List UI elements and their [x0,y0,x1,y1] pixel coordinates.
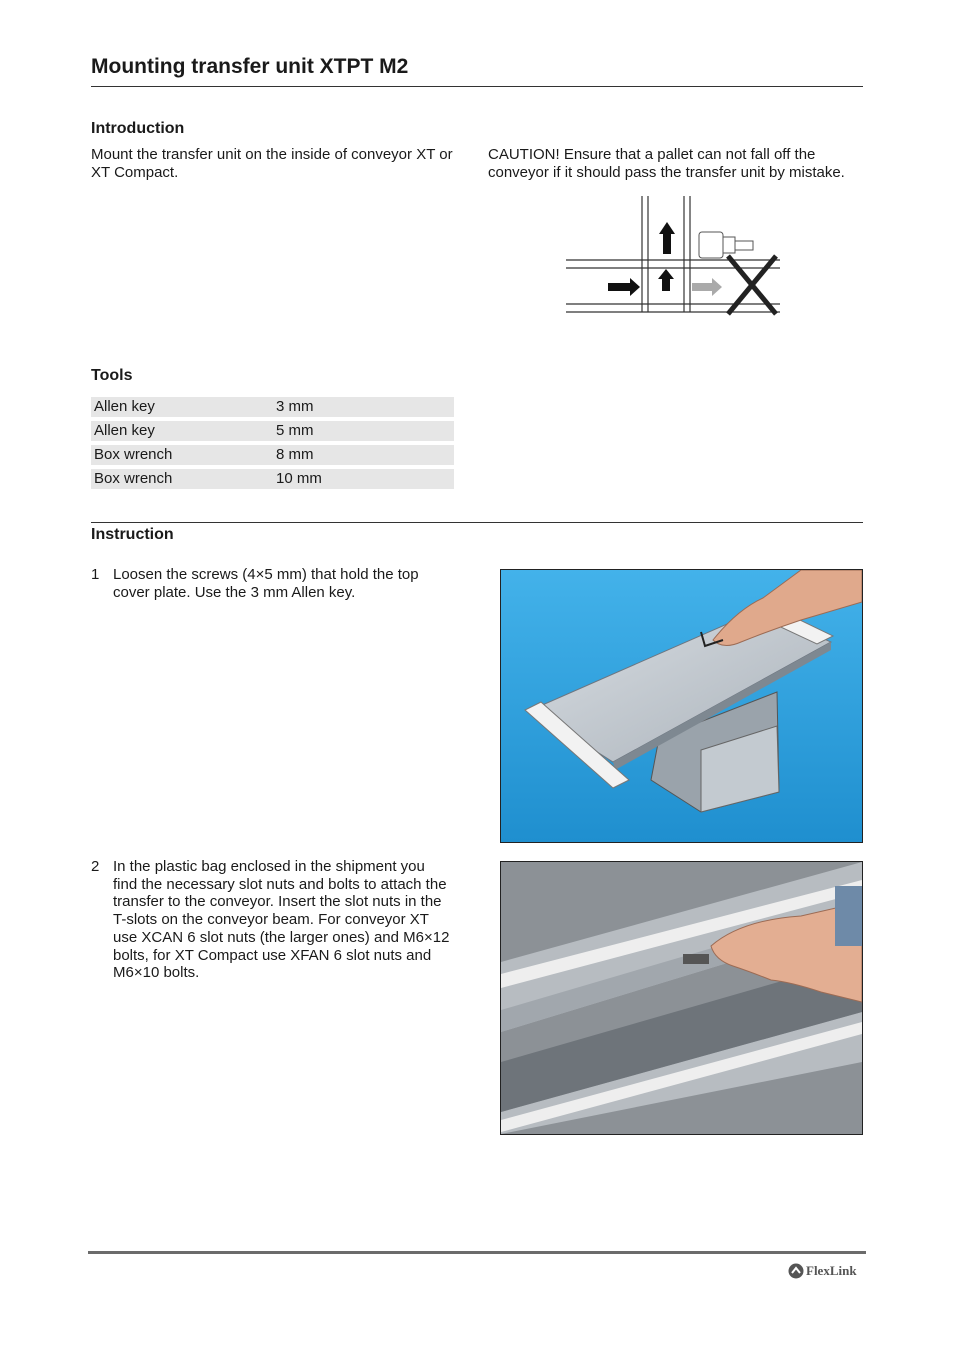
forbidden-cross-icon [728,256,776,314]
table-row [91,469,454,489]
instruction-heading: Instruction [91,526,174,543]
introduction-heading: Introduction [91,120,185,137]
step-text: Loosen the screws (4×5 mm) that hold the top cover plate. Use the 3 mm Allen key. [113,566,419,601]
step-number: 1 [91,566,100,583]
tool-name: Allen key [94,398,155,415]
tools-table [91,397,454,493]
tools-heading: Tools [91,367,133,384]
right-arrow-icon [608,278,640,296]
introduction-text: Mount the transfer unit on the inside of conveyor XT or XT Compact. [91,146,453,181]
table-row [91,421,454,441]
page-title: Mounting transfer unit XTPT M2 [91,55,409,78]
transfer-unit-photo [500,569,863,843]
instruction-step [91,566,451,601]
step-text: In the plastic bag enclosed in the shipment you find the necessary slot nuts and bolts to attach the transfer to the conveyor. Insert the slot nuts in the T-slots on the conveyor beam. For conveyor XT use XCAN 6 slot nuts (the larger ones) and M6×12 bolts, for XT Compact use XFAN 6 slot nuts and M6×10 bolts. [113,858,450,982]
up-arrow-small-icon [658,269,674,291]
tool-size: 5 mm [276,422,314,439]
caution-text: CAUTION! Ensure that a pallet can not fall off the conveyor if it should pass the transfer unit by mistake. [488,146,845,181]
footer-rule [88,1251,866,1254]
step-number: 2 [91,858,100,875]
up-arrow-icon [659,222,675,254]
instruction-step [91,858,451,982]
right-arrow-gray-icon [692,278,722,296]
table-row [91,445,454,465]
tool-name: Box wrench [94,470,173,487]
slot-nut-photo [500,861,863,1135]
instruction-rule [91,522,863,523]
tool-size: 8 mm [276,446,314,463]
tool-size: 3 mm [276,398,314,415]
tool-name: Allen key [94,422,155,439]
flexlink-logo-icon [788,1263,804,1279]
tool-name: Box wrench [94,446,173,463]
tool-size: 10 mm [276,470,322,487]
caution-diagram [562,192,784,318]
table-row [91,397,454,417]
flexlink-logo [788,1263,857,1279]
title-rule [91,86,863,87]
brand-name: FlexLink [806,1263,857,1278]
